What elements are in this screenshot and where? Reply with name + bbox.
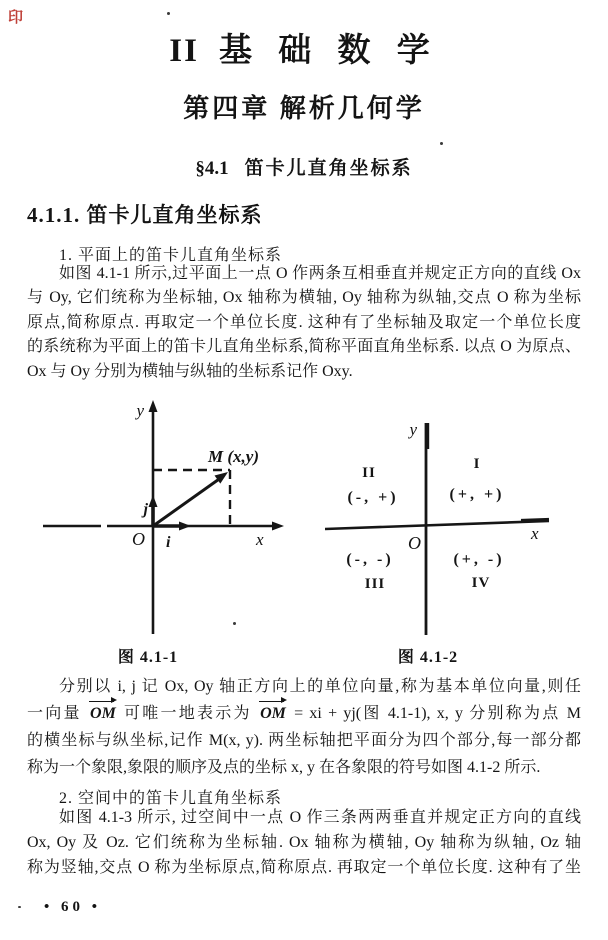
fig2-x-axis-tip bbox=[521, 520, 549, 521]
paragraph-line: 原点,简称原点. 再取定一个单位长度. 这种有了坐标轴及取定一个单位长度 bbox=[27, 313, 581, 331]
fig1-i-arrowhead bbox=[179, 522, 191, 531]
section-title-text: 笛卡儿直角坐标系 bbox=[244, 158, 413, 179]
fig2-quadrant3-numeral: III bbox=[364, 576, 386, 592]
fig1-origin-label: O bbox=[132, 529, 145, 549]
paragraph-line: 的系统称为平面上的笛卡儿直角坐标系,简称平面直角坐标系. 以点 O 为原点、 bbox=[27, 338, 581, 356]
fig2-quadrant4-signs: (+, -) bbox=[453, 551, 505, 568]
fig1-j-arrowhead bbox=[149, 495, 158, 507]
figure-2-caption: 图 4.1-2 bbox=[397, 649, 459, 666]
paragraph-line: 分别以 i, j 记 Ox, Oy 轴正方向上的单位向量,称为基本单位向量,则任 bbox=[59, 678, 581, 695]
fig1-axis-scan-gap bbox=[101, 522, 107, 530]
figure-quadrants bbox=[325, 413, 605, 643]
chapter-title: 第四章 解析几何学 bbox=[183, 94, 425, 123]
fig2-x-label: x bbox=[531, 524, 539, 543]
fig2-y-label: y bbox=[409, 420, 417, 439]
fig2-quadrant2-signs: (-, +) bbox=[347, 489, 399, 506]
fig2-origin-label: O bbox=[408, 533, 421, 553]
scan-speck bbox=[167, 12, 170, 15]
fig2-quadrant2-numeral: II bbox=[362, 465, 376, 481]
text-run: 一向量 bbox=[27, 705, 89, 722]
fig2-quadrant4-numeral: IV bbox=[471, 575, 491, 591]
fig2-quadrant1-signs: (+, +) bbox=[449, 486, 505, 503]
fig1-point-m-label: M (x,y) bbox=[208, 447, 259, 466]
fig1-x-axis-arrowhead bbox=[272, 522, 284, 531]
page-number: • 60 • bbox=[44, 899, 102, 915]
paragraph-line: 如图 4.1-3 所示, 过空间中一点 O 作三条两两垂直并规定正方向的直线 bbox=[59, 809, 581, 826]
paragraph-line: Ox, Oy 及 Oz. 它们统称为坐标轴. Ox 轴称为横轴, Oy 轴称为纵轴, Oz 轴 bbox=[27, 834, 581, 851]
fig1-y-axis-arrowhead bbox=[149, 400, 158, 412]
paragraph-line: 如图 4.1-1 所示,过平面上一点 O 作两条互相垂直并规定正方向的直线 Ox bbox=[59, 265, 581, 282]
paragraph-line: 称为一个象限,象限的顺序及点的坐标 x, y 在各象限的符号如图 4.1-2 所示. bbox=[27, 759, 541, 776]
fig2-quadrant1-numeral: I bbox=[473, 456, 481, 472]
list-item-1-heading: 1. 平面上的笛卡儿直角坐标系 bbox=[59, 247, 283, 264]
fig1-x-label: x bbox=[256, 530, 264, 549]
vector-om-notation: OM bbox=[260, 705, 286, 722]
paragraph-line: 的横坐标与纵坐标,记作 M(x, y). 两坐标轴把平面分为四个部分,每一部分都 bbox=[27, 732, 581, 749]
red-stamp: 印 bbox=[8, 10, 24, 26]
figure-1-caption: 图 4.1-1 bbox=[117, 649, 179, 666]
fig1-i-label: i bbox=[166, 534, 171, 551]
part-number: II bbox=[169, 33, 199, 69]
fig2-quadrant3-signs: (-, -) bbox=[346, 551, 394, 568]
paragraph-line: 称为竖轴,交点 O 称为坐标原点,简称原点. 再取定一个单位长度. 这种有了坐 bbox=[27, 859, 581, 876]
paragraph-1 bbox=[27, 262, 581, 384]
scan-speck bbox=[18, 906, 21, 908]
subsection-title: 4.1.1. 笛卡儿直角坐标系 bbox=[27, 203, 263, 227]
paragraph-line: 与 Oy, 它们统称为坐标轴, Ox 轴称为横轴, Oy 轴称为纵轴,交点 O 称为坐标 bbox=[27, 289, 581, 307]
scan-speck bbox=[233, 622, 236, 625]
paragraph-3 bbox=[27, 805, 581, 880]
paragraph-line bbox=[27, 700, 581, 727]
paragraph-line: Ox 与 Oy 分别为横轴与纵轴的坐标系记作 Oxy. bbox=[27, 362, 353, 380]
section-title bbox=[0, 153, 608, 180]
list-item-2-heading: 2. 空间中的笛卡儿直角坐标系 bbox=[59, 790, 283, 807]
text-run: 可唯一地表示为 bbox=[117, 705, 259, 722]
fig1-y-label: y bbox=[136, 401, 144, 420]
fig1-j-label: j bbox=[143, 501, 148, 518]
section-number: §4.1 bbox=[195, 158, 229, 179]
fig1-vector-om bbox=[153, 477, 222, 526]
paragraph-2 bbox=[27, 673, 581, 781]
part-title bbox=[0, 24, 608, 71]
text-run: = xi + yj(图 4.1-1), x, y 分别称为点 M bbox=[287, 705, 581, 722]
fig2-x-axis bbox=[325, 521, 549, 529]
vector-om-notation: OM bbox=[90, 705, 116, 722]
figure-cartesian-plane bbox=[38, 398, 290, 640]
part-title-text: 基 础 数 学 bbox=[218, 33, 439, 69]
scan-speck bbox=[440, 142, 443, 145]
